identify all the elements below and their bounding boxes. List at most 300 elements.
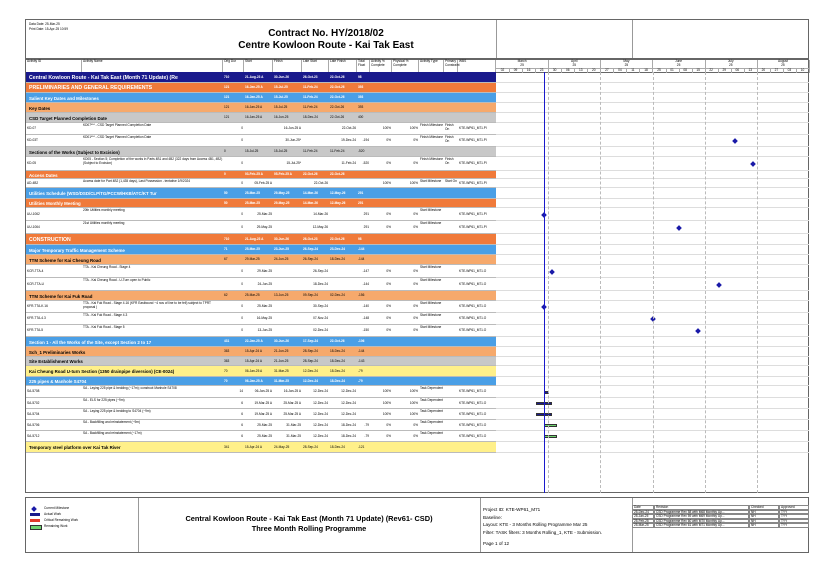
cell-tf: -79 [364,433,369,438]
cell-phys: 0% [413,433,418,438]
project-id: Project ID: KTE-WP61_M71 [483,507,541,512]
cell-name: 225 pipes & Manhole S4704 [29,379,87,384]
cell-dur: 14 [239,389,243,393]
cell-wbs: KTE-WP61_M71.PI [459,161,487,165]
cell-finish: 15-Jul-25 [274,105,288,109]
filter-name: Filter: TASK filters: 3 Months Rolling_1, KTE - Submission. [483,529,603,535]
cell-name: TTM Scheme for Kai Cheung Road [29,257,101,263]
cell-finish: 25-Mar-25 A [283,411,301,416]
cell-cons [444,301,458,313]
cell-tf: 393 [358,95,364,99]
cell-ls: 12-Dec-24 [303,368,318,373]
activity-row[interactable] [26,157,496,171]
cell-phys: 100% [409,180,418,185]
cell-lf: 22-Oct-26 [330,74,345,79]
milestone-marker[interactable] [695,328,701,334]
cell-ls: 26-Sep-24 [303,247,319,251]
activity-row[interactable] [26,265,496,278]
wbs-band-row[interactable] [26,83,496,93]
wbs-band-row[interactable] [26,234,496,245]
cell-cons [444,442,458,453]
cell-start: 25-Mar-25 [257,422,272,427]
cell-name: Central Kowloon Route - Kai Tak East (Month 71 Update) (Re [29,74,178,81]
activity-bar[interactable] [544,435,557,438]
revision-cell: TYY [779,510,809,515]
cell-pct [370,366,392,377]
cell-tf [357,123,370,135]
cell-ls: 12-Dec-24 [313,389,328,393]
legend-swatch [30,525,42,530]
milestone-marker[interactable] [751,161,757,167]
wbs-band-row[interactable] [26,72,496,83]
cell-ls: 28-Sep-24 [303,444,318,449]
cell-lf [329,179,357,188]
cell-phys [392,442,419,453]
column-header: Orig Dur [223,60,244,72]
cell-start: 06-Jan-25 A [245,378,263,383]
report-header [25,19,809,59]
cell-start: 25-Mar-25 [245,190,260,195]
cell-finish: 24-May-25 [274,444,290,449]
cell-pct [370,377,392,386]
week-label: 10 [796,68,810,73]
cell-type [419,442,444,453]
cell-wbs [458,72,496,83]
cell-dur: 70 [224,378,228,383]
cell-type: Finish Milestone [420,135,444,139]
cell-dur: 50 [224,200,228,205]
cell-type: Start Milestone [420,325,442,329]
activity-row[interactable] [26,409,496,420]
week-label: 15 [692,68,706,73]
cell-tf: -520 [362,161,369,165]
cell-name: KD05 - Section 5; Completion of the works in Parts 4B1 and 4B2 (322 days from Access 4B1, 4B2) (Subject to Excision) [83,157,223,165]
cell-ls [302,157,329,171]
wbs-band-row[interactable] [26,291,496,301]
cell-ls: 22-Oct-26 [303,172,318,176]
cell-start: 16-Jan-25 A [245,95,263,99]
month-gridline [705,72,706,493]
cell-dur: 121 [224,85,230,89]
wbs-band-row[interactable] [26,337,496,347]
cell-tf [357,179,370,188]
wbs-band-row[interactable] [26,245,496,255]
week-label: 22 [705,68,719,73]
cell-cons: Finish On [445,157,454,165]
cell-finish: 31-Mar-25 [274,368,289,373]
cell-ls: 26-Oct-23 [303,236,318,241]
cell-finish: 16-Jun-25 [274,115,289,119]
cell-ls: 14-Mar-26 [313,211,328,216]
cell-ls: 12-Dec-24 [313,400,328,405]
cell-wbs: KTE-WP61_M71.O [459,328,487,332]
cell-pct [370,103,392,113]
cell-lf: 22-Oct-26 [341,126,356,130]
activity-row[interactable] [26,398,496,409]
cell-tf: 291 [358,200,364,205]
cell-tf: -520 [358,149,365,153]
week-label: 18 [639,68,653,73]
milestone-marker[interactable] [549,269,555,275]
cell-tf: 400 [358,115,364,119]
milestone-marker[interactable] [676,225,682,231]
activity-row[interactable] [26,135,496,147]
month-label: March [496,60,549,64]
cell-start: 06-Jan-25 A [254,389,272,393]
cell-lf [329,325,357,337]
cell-dur: 50 [224,190,228,195]
cell-finish: 31-Mar-25 [286,422,301,427]
activity-row[interactable] [26,420,496,431]
cell-ls: 11-Feb-24 [303,149,318,153]
wbs-band-row[interactable] [26,103,496,113]
cell-lf: 19-Dec-24 [341,138,356,142]
cell-lf [329,265,357,278]
cell-start: 25-Mar-25 [257,304,272,308]
cell-dur: 363 [224,349,230,353]
cell-lf [329,313,357,325]
cell-name: SA - Backfilling and reinstatement (~9m) [83,420,140,424]
cell-dur: 710 [224,74,230,79]
cell-tf: -106 [358,339,365,343]
cell-phys: 0% [413,328,418,332]
wbs-band-row[interactable] [26,199,496,208]
month-label: July [705,60,758,64]
column-header: Late Finish [329,60,357,72]
month-label: June [653,60,706,64]
cell-phys: 0% [413,268,418,273]
cell-lf: 18-Dec-24 [341,433,356,438]
cell-cons [444,103,458,113]
cell-wbs [458,245,496,255]
cell-cons: Start On [445,179,457,183]
week-label: 30 [548,68,562,73]
cell-name: TTA - Kai Fuk Road - Stage 4.16 (KFR Eastbound ~4 nos of line to be fell) subject to TPRT proposal ) [83,301,211,309]
cell-ls: 18-Dec-24 [303,115,318,119]
cell-pct [370,255,392,265]
activity-row[interactable] [26,431,496,442]
cell-start: 15-Apr-24 A [245,358,263,363]
cell-phys [392,113,419,123]
cell-pct: 0% [386,316,391,320]
cell-type [419,245,444,255]
milestone-marker[interactable] [716,282,722,288]
cell-tf [357,409,370,420]
column-header: Primary Constraint [444,60,458,72]
week-label: 23 [535,68,549,73]
cell-tf: 393 [358,105,364,109]
cell-type: Start Milestone [420,313,442,317]
wbs-band-row[interactable] [26,188,496,199]
cell-cons [444,398,458,409]
cell-dur: 70 [224,368,228,373]
cell-phys [392,72,419,83]
cell-phys [392,93,419,103]
cell-ls: 28-Sep-24 [303,358,318,363]
cell-type [419,72,444,83]
cell-finish [273,301,302,313]
activity-row[interactable] [26,301,496,313]
cell-id: UU-1064 [27,224,40,229]
cell-start: 25-Mar-25 [245,200,260,205]
cell-cons [444,113,458,123]
cell-dur: 121 [224,95,230,99]
legend-item [28,524,138,530]
cell-start: 19-Mar-25 A [254,400,272,405]
cell-phys [392,199,419,208]
cell-ls: 12-May-26 [312,224,328,229]
data-date-line [544,72,545,493]
cell-tf: 98 [358,236,362,241]
wbs-band-row[interactable] [26,377,496,386]
cell-wbs [458,103,496,113]
cell-start: 05-Feb-25 A [254,180,272,185]
revision-cell: NH [749,523,779,528]
cell-start: 25-Mar-25 [257,211,272,216]
cell-name: Section 1 - All the Works of the Site, except Section 2 to 17 [29,339,152,345]
cell-type: Start Milestone [420,265,442,269]
revision-cell: CSD Programme Rev 59 with M69 Monthly Up... [654,514,749,519]
cell-ls [302,135,329,147]
footer-title: Central Kowloon Route - Kai Tak East (Month 71 Update) (Rev61- CSD) [185,514,433,523]
cell-finish [273,208,302,221]
cell-start: 22-Jan-25 A [245,339,263,343]
legend-label: Remaining Work [44,524,68,528]
cell-dur: 0 [241,224,243,229]
cell-finish [273,325,302,337]
column-header: WBS [458,60,496,72]
cell-lf: 22-Oct-26 [330,172,345,176]
year-label: 25 [600,64,653,68]
cell-finish [273,313,302,325]
cell-cons [444,221,458,234]
cell-finish: 31-Mar-25 [286,433,301,438]
cell-wbs [458,442,496,453]
cell-start [244,157,273,171]
year-label: 25 [548,64,601,68]
activity-row[interactable] [26,123,496,135]
cell-ls: 26-Sep-24 [303,257,318,261]
wbs-band-row[interactable] [26,366,496,377]
cell-start [244,123,273,135]
cell-tf: -156 [358,293,365,297]
cell-type: Start Milestone [420,208,442,212]
week-label: 03 [783,68,797,73]
cell-start: 29-May-25 [256,224,272,229]
wbs-band-row[interactable] [26,347,496,357]
cell-dur: 6 [241,422,243,427]
cell-wbs: KTE-WP61_M71.O [459,389,487,393]
year-label: 25 [757,64,810,68]
cell-type [419,113,444,123]
cell-phys [392,291,419,301]
cell-phys: 0% [413,316,418,320]
cell-finish: 16-Jan-25 A [283,389,301,393]
week-label: 25 [653,68,667,73]
cell-name: Site Establishment Works [29,359,83,364]
cell-cons [444,377,458,386]
cell-tf: -144 [358,247,365,251]
cell-tf: 291 [358,190,364,195]
cell-wbs: KTE-WP61_M71.O [459,281,487,286]
cell-lf: 18-Dec-24 [341,422,356,427]
cell-phys: 0% [413,422,418,427]
cell-name: SA - ELS for 225 pipes (~9m) [83,398,125,402]
cell-cons [444,325,458,337]
cell-cons [444,431,458,442]
wbs-band-row[interactable] [26,113,496,123]
activity-row[interactable] [26,278,496,291]
cell-pct: 100% [382,389,391,393]
cell-pct [370,337,392,347]
cell-phys [392,357,419,366]
cell-tf: -79 [364,422,369,427]
cell-lf: 22-Oct-26 [330,85,345,89]
week-label: 06 [731,68,745,73]
layout-name: Layout: KTE - 3 Months Rolling Programme Mar 25 [483,522,588,528]
cell-type: Start Milestone [420,301,442,305]
cell-ls: 14-Mar-26 [303,190,318,195]
revision-cell: NH [749,519,779,524]
footer-subtitle: Three Month Rolling Programme [251,524,367,533]
cell-ls: 07-Nov-24 [313,316,328,320]
wbs-band-row[interactable] [26,255,496,265]
cell-pct [370,199,392,208]
wbs-band-row[interactable] [26,357,496,366]
cell-ls: 12-Dec-24 [313,411,328,416]
cell-finish: 15-Jul-25* [286,161,301,165]
cell-dur: 0 [241,180,243,185]
cell-pct [370,234,392,245]
cell-lf [329,278,357,291]
week-label: 27 [600,68,614,73]
legend-label: Actual Work [44,512,62,516]
cell-ls: 22-Oct-26 [313,180,328,185]
cell-id: SA-5702 [27,400,40,405]
cell-id: AD-4B2 [27,180,39,185]
cell-phys [392,337,419,347]
cell-pct: 0% [386,161,391,165]
cell-type [419,188,444,199]
legend-label: Current Milestone [44,506,70,510]
cell-cons [444,386,458,398]
cell-name: Kai Cheung Road U-turn Section (1350 drainpipe diversion) (CE-0024) [29,369,175,374]
cell-phys: 0% [413,211,418,216]
revision-cell: TYY [779,523,809,528]
activity-row[interactable] [26,208,496,221]
column-header: Late Start [302,60,329,72]
cell-wbs: KTE-WP61_M71.O [459,411,487,416]
cell-cons [444,337,458,347]
revision-cell: NH [749,510,779,515]
cell-wbs: KTE-WP61_M71.O [459,422,487,427]
cell-pct: 0% [386,422,391,427]
cell-cons: Finish On [445,135,454,143]
wbs-band-row[interactable] [26,442,496,453]
cell-ls: 11-Feb-24 [303,85,318,89]
schedule-table [25,59,809,493]
cell-name: Major Temporary Traffic Management Scheme [29,247,125,253]
cell-dur: 0 [224,149,226,153]
cell-wbs: KTE-WP61_M71.PI [459,126,487,130]
cell-dur: 0 [241,304,243,308]
wbs-band-row[interactable] [26,171,496,179]
cell-ls: 26-Sep-24 [313,268,328,273]
activity-row[interactable] [26,386,496,398]
activity-row[interactable] [26,313,496,325]
cell-cons: Finish On [445,123,454,131]
cell-cons [444,420,458,431]
cell-cons [444,265,458,278]
week-label: 06 [561,68,575,73]
cell-tf: -194 [362,138,369,142]
cell-cons [444,188,458,199]
cell-tf: -144 [358,257,365,261]
cell-type: Start Milestone [420,179,442,183]
cell-type: Task Dependent [420,398,444,402]
wbs-band-row[interactable] [26,147,496,157]
cell-ls: 02-Dec-24 [313,328,328,332]
page-number: Page 1 of 12 [483,541,510,547]
wbs-band-row[interactable] [26,93,496,103]
cell-pct: 100% [382,411,391,416]
cell-wbs [458,93,496,103]
cell-type: Finish Milestone [420,157,444,161]
cell-id: KD-03T [27,138,38,142]
cell-tf: -144 [362,281,369,286]
cell-pct [370,147,392,157]
cell-start: 21-Aug-23 A [245,74,264,79]
revision-cell: 25-Dec-24 [632,510,654,515]
cell-tf: -144 [358,349,365,353]
cell-pct: 100% [382,126,391,130]
cell-start: 19-Mar-25 A [254,411,272,416]
activity-row[interactable] [26,179,496,188]
cell-ls: 17-Sep-24 [303,339,319,343]
activity-row[interactable] [26,325,496,337]
cell-dur: 6 [241,433,243,438]
year-label: 25 [653,64,706,68]
milestone-marker[interactable] [732,138,738,144]
column-header: Activity % Complete [370,60,392,72]
cell-name: TTA - Kai Fuk Road - Stage 4.3 [83,313,128,317]
cell-dur: 6 [241,400,243,405]
activity-row[interactable] [26,221,496,234]
month-label: April [548,60,601,64]
cell-cons [444,278,458,291]
cell-dur: 6 [241,411,243,416]
cell-lf: 12-Dec-24 [341,411,356,416]
cell-ls: 09-Sep-24 [303,293,318,297]
cell-finish: 13-Jun-25 [274,293,289,297]
cell-lf [329,208,357,221]
cell-phys [392,255,419,265]
cell-tf [357,386,370,398]
cell-dur: 0 [241,268,243,273]
cell-ls: 11-Feb-24 [303,95,318,99]
cell-tf: 98 [358,74,362,79]
cell-id: UU-1062 [27,211,40,216]
cell-phys [392,83,419,93]
cell-start: 29-Mar-25 [245,257,260,261]
cell-name: Utilities Schedule (WSD/DSD/CLP/TG/PCCW/HKB/ATC/KT Tur [29,191,157,196]
cell-pct [370,442,392,453]
cell-name: 20th Utilities monthly meeting [83,208,125,212]
cell-ls: 12-Dec-24 [303,378,319,383]
week-label: 29 [718,68,732,73]
activity-bar[interactable] [544,424,557,427]
week-label: 27 [770,68,784,73]
